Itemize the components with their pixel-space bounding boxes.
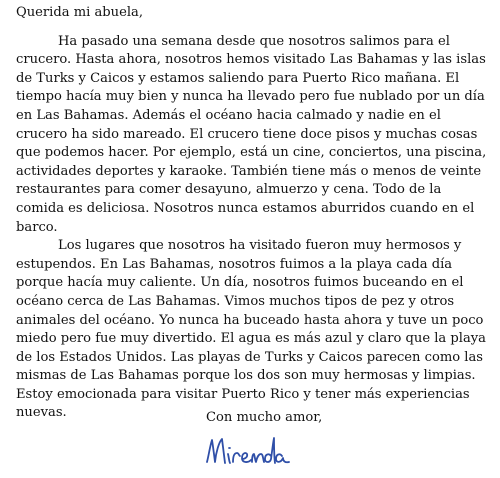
letter-closing: Con mucho amor, bbox=[206, 410, 323, 425]
signature-image bbox=[203, 432, 333, 472]
signature-stroke bbox=[207, 438, 289, 463]
letter-greeting: Querida mi abuela, bbox=[16, 5, 144, 20]
handwritten-signature bbox=[203, 432, 333, 472]
letter-body bbox=[16, 4, 488, 423]
letter-paragraph-2: Los lugares que nosotros ha visitado fueron muy hermosos y estupendos. En Las Bahamas, nosotros fuimos a la playa cada día porque hacía muy caliente. Un día, nosotros fuimos buceando en el océano cerca de Las Bahamas. Vimos muchos tipos de pez y otros animales del océano. Yo nunca ha buceado hasta ahora y tuve un poco miedo pero fue muy divertido. El agua es más azul y claro que la playa de los Estados Unidos. Las playas de Turks y Caicos parecen como las mismas de Las Bahamas porque los dos son muy hermosas y limpias. Estoy emocionada para visitar Puerto Rico y tener más experiencias nuevas. bbox=[16, 238, 486, 421]
letter-paragraph-1: Ha pasado una semana desde que nosotros salimos para el crucero. Hasta ahora, nosotros hemos visitado Las Bahamas y las islas de Turks y Caicos y estamos saliendo para Puerto Rico mañana. El tiempo hacía muy bien y nunca ha llevado pero fue nublado por un día en Las Bahamas. Además el océano hacia calmado y nadie en el crucero ha sido mareado. El crucero tiene doce pisos y muchas cosas que podemos hacer. Por ejemplo, está un cine, conciertos, una piscina, actividades deportes y karaoke. También tiene más o menos de veinte restaurantes para comer desayuno, almuerzo y cena. Todo de la comida es deliciosa. Nosotros nunca estamos aburridos cuando en el barco. bbox=[16, 33, 487, 235]
